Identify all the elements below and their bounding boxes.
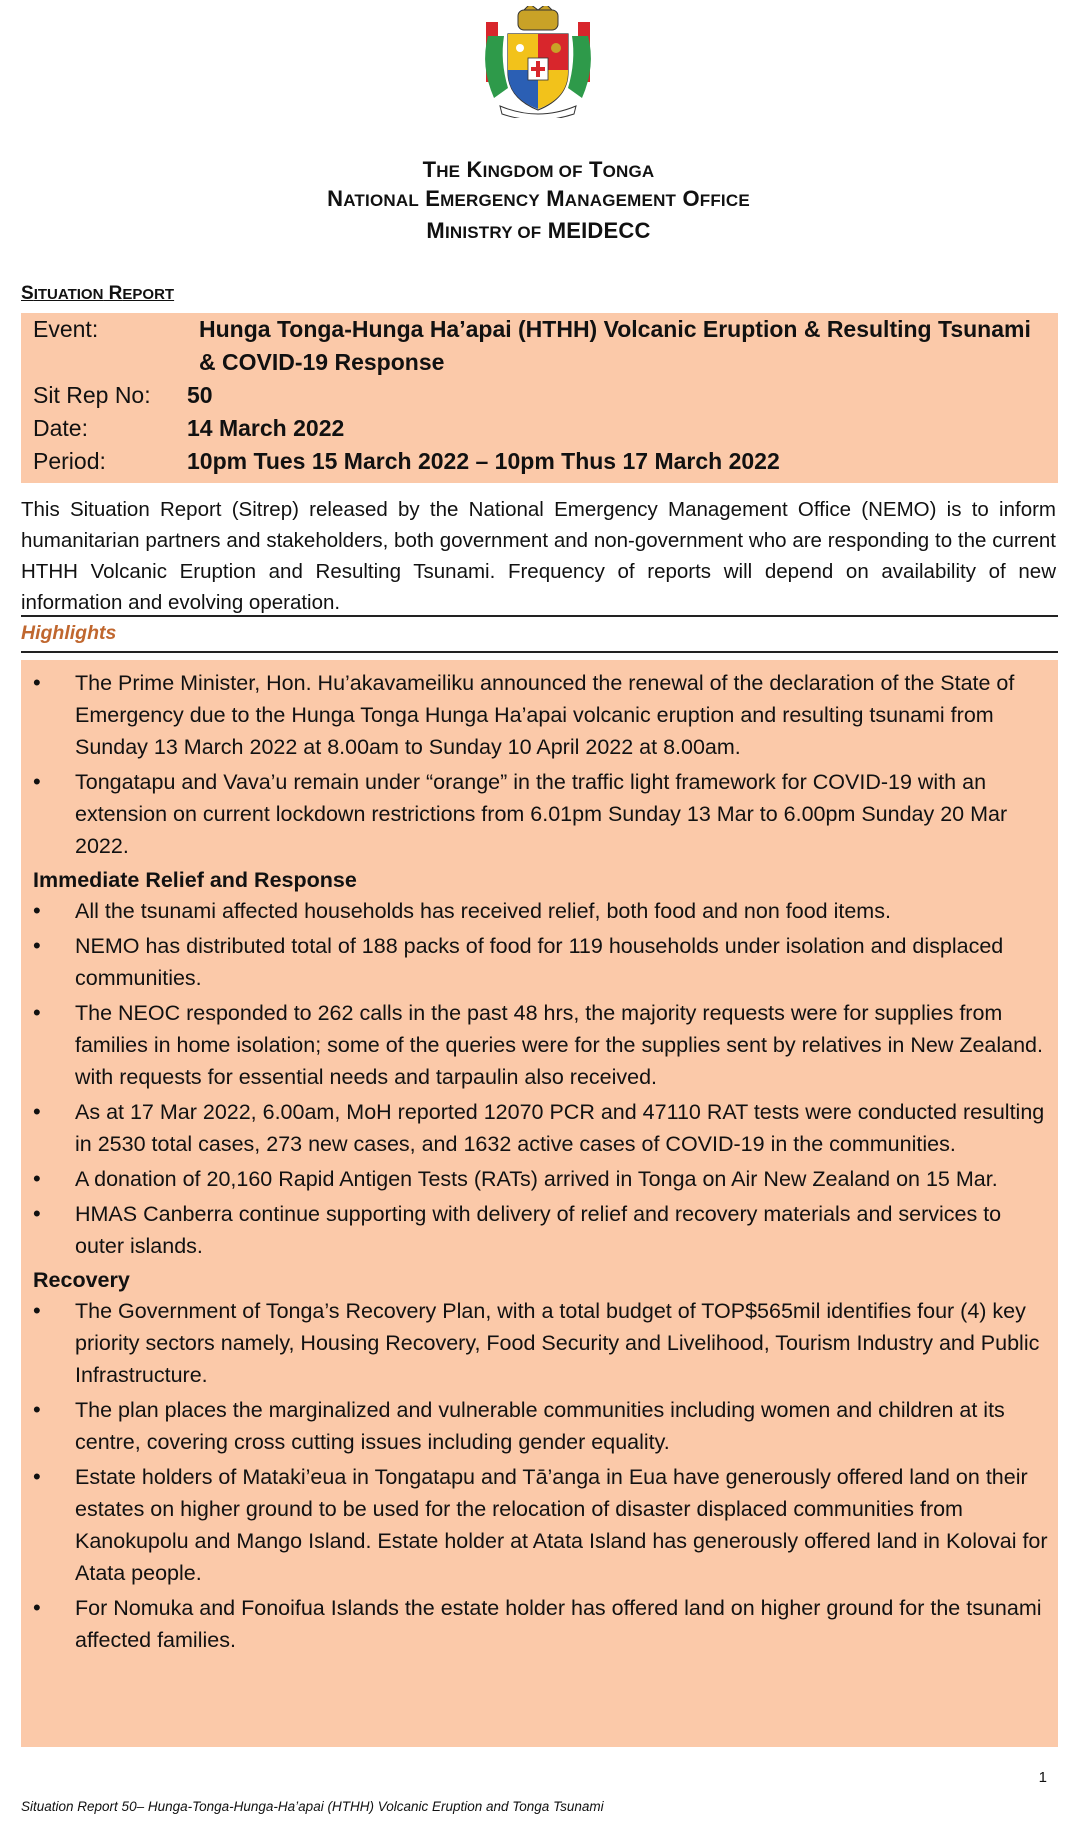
recovery-list (21, 1295, 1058, 1656)
highlights-heading: Highlights (21, 622, 117, 644)
highlight-item: • The Prime Minister, Hon. Hu’akavameiliku announced the renewal of the declaration of the State of Emergency due to the Hunga Tonga Hunga Ha’apai volcanic eruption and resulting tsunami from Sunday 13 March 2022 at 8.00am to Sunday 10 April 2022 at 8.00am. (21, 667, 1058, 763)
relief-item: • NEMO has distributed total of 188 packs of food for 119 households under isolation and displaced communities. (21, 930, 1058, 994)
event-value-line1: Hunga Tonga-Hunga Ha’apai (HTHH) Volcanic Eruption & Resulting Tsunami (199, 316, 1031, 342)
event-value-line2: & COVID-19 Response (199, 349, 445, 375)
situation-report-title: SITUATION REPORT (21, 283, 175, 304)
divider-bottom (21, 651, 1058, 653)
period-label: Period: (33, 448, 106, 474)
highlights-box (21, 660, 1058, 1747)
recovery-heading: Recovery (33, 1268, 130, 1292)
page-footer: Situation Report 50– Hunga-Tonga-Hunga-Ha’apai (HTHH) Volcanic Eruption and Tonga Tsunami (21, 1799, 604, 1814)
sitrep-no-value: 50 (187, 382, 213, 408)
relief-item: • A donation of 20,160 Rapid Antigen Tests (RATs) arrived in Tonga on Air New Zealand on 15 Mar. (21, 1163, 1058, 1195)
relief-list (21, 895, 1058, 1262)
relief-heading: Immediate Relief and Response (33, 868, 357, 892)
header-ministry: MINISTRY OF MEIDECC (426, 218, 651, 243)
page-number: 1 (1038, 1769, 1047, 1786)
header-kingdom: THE KINGDOM OF TONGA (422, 157, 655, 182)
recovery-item: • The Government of Tonga’s Recovery Plan, with a total budget of TOP$565mil identifies four (4) key priority sectors namely, Housing Recovery, Food Security and Livelihood, Tourism Industry and Public Infrastructure. (21, 1295, 1058, 1391)
highlights-list (21, 660, 1058, 862)
relief-item: • As at 17 Mar 2022, 6.00am, MoH reported 12070 PCR and 47110 RAT tests were conducted resulting in 2530 total cases, 273 new cases, and 1632 active cases of COVID-19 in the communities. (21, 1096, 1058, 1160)
coat-of-arms-icon (480, 6, 596, 118)
recovery-item: • The plan places the marginalized and vulnerable communities including women and children at its centre, covering cross cutting issues including gender equality. (21, 1394, 1058, 1458)
event-label: Event: (33, 316, 99, 342)
sitrep-summary-box (21, 313, 1058, 483)
divider-top (21, 615, 1058, 617)
relief-item: • HMAS Canberra continue supporting with delivery of relief and recovery materials and services to outer islands. (21, 1198, 1058, 1262)
highlight-item: • Tongatapu and Vava’u remain under “orange” in the traffic light framework for COVID-19 with an extension on current lockdown restrictions from 6.01pm Sunday 13 Mar to 6.00pm Sunday 20 Mar 2022. (21, 766, 1058, 862)
relief-item: • The NEOC responded to 262 calls in the past 48 hrs, the majority requests were for supplies from families in home isolation; some of the queries were for the supplies sent by relatives in New Zealand. with requests for essential needs and tarpaulin also received. (21, 997, 1058, 1093)
period-value: 10pm Tues 15 March 2022 – 10pm Thus 17 March 2022 (187, 448, 780, 474)
relief-item: • All the tsunami affected households has received relief, both food and non food items. (21, 895, 1058, 927)
date-value: 14 March 2022 (187, 415, 345, 441)
recovery-item: • For Nomuka and Fonoifua Islands the estate holder has offered land on higher ground for the tsunami affected families. (21, 1592, 1058, 1656)
date-label: Date: (33, 415, 88, 441)
intro-paragraph: This Situation Report (Sitrep) released by the National Emergency Management Office (NEMO) is to inform humanitarian partners and stakeholders, both government and non-government who are responding to the current HTHH Volcanic Eruption and Resulting Tsunami. Frequency of reports will depend on availability of new information and evolving operation. (21, 498, 1056, 614)
header-nemo: NATIONAL EMERGENCY MANAGEMENT OFFICE (327, 186, 750, 211)
sitrep-no-label: Sit Rep No: (33, 382, 151, 408)
recovery-item: • Estate holders of Mataki’eua in Tongatapu and Tā’anga in Eua have generously offered land on their estates on higher ground to be used for the relocation of disaster displaced communities from Kanokupolu and Mango Island. Estate holder at Atata Island has generously offered land in Kolovai for Atata people. (21, 1461, 1058, 1589)
